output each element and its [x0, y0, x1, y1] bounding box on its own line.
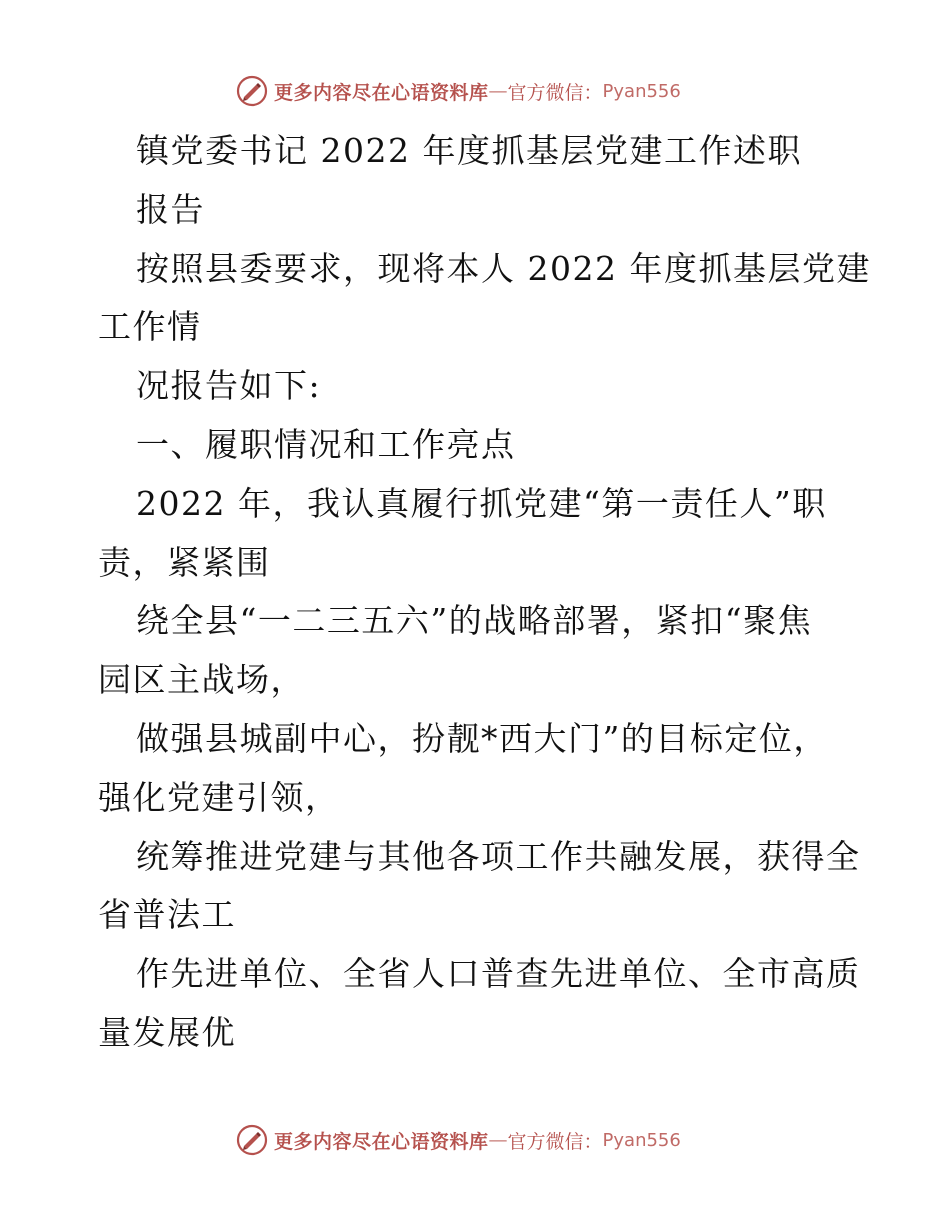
document-line: 2022 年，我认真履行抓党建“第一责任人”职: [136, 483, 827, 523]
document-line: 做强县城副中心，扮靓*西大门”的目标定位，: [136, 718, 828, 758]
pen-logo-icon: [236, 1124, 268, 1156]
document-line: 绕全县“一二三五六”的战略部署，紧扣“聚焦: [136, 601, 813, 641]
document-line: 统筹推进党建与其他各项工作共融发展，获得全: [136, 836, 861, 876]
watermark-main-text: 更多内容尽在心语资料库: [274, 81, 489, 104]
watermark-account: Pyan556: [602, 80, 681, 102]
watermark-label: 官方微信：: [507, 81, 603, 104]
watermark-label: 官方微信：: [507, 1130, 603, 1153]
watermark-footer: [236, 1124, 736, 1156]
document-line: 强化党建引领，: [98, 777, 340, 817]
document-line: 量发展优: [98, 1012, 236, 1052]
document-line: 工作情: [98, 307, 202, 347]
document-line: 省普法工: [98, 895, 236, 935]
document-line: 一、履职情况和工作亮点: [136, 424, 516, 464]
watermark-header: [236, 75, 736, 107]
watermark-separator: —: [488, 1129, 508, 1151]
document-line: 报告: [136, 189, 205, 229]
document-line: 况报告如下:: [136, 366, 322, 406]
document-line: 作先进单位、全省人口普查先进单位、全市高质: [136, 954, 861, 994]
document-body: [98, 122, 871, 1063]
document-line: 镇党委书记 2022 年度抓基层党建工作述职: [136, 131, 802, 170]
watermark-main-text: 更多内容尽在心语资料库: [274, 1130, 489, 1153]
watermark-account: Pyan556: [602, 1129, 681, 1151]
pen-logo-icon: [236, 75, 268, 107]
document-line: 园区主战场，: [98, 660, 305, 700]
document-line: 责，紧紧围: [98, 542, 271, 582]
watermark-separator: —: [488, 80, 508, 102]
document-line: 按照县委要求，现将本人 2022 年度抓基层党建: [136, 248, 871, 288]
